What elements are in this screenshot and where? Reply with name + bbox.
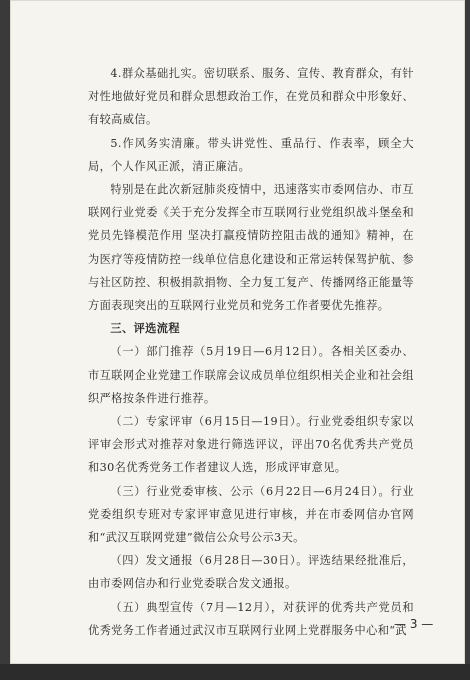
step-4: （四）发文通报（6月28日—30日）。评选结果经批准后，由市委网信办和行业党委联合发文通报。 (88, 554, 414, 591)
paragraph-4: 4.群众基础扎实。密切联系、服务、宣传、教育群众，有针对性地做好党员和群众思想政治工作，在党员和群众中形象好、有较高威信。 (88, 67, 414, 127)
paragraph-5: 5.作风务实清廉。带头讲党性、重品行、作表率，顾全大局，个人作风正派，清正廉洁。 (88, 136, 414, 173)
document-body (88, 62, 414, 642)
page-number: — 3 — (394, 617, 434, 631)
step-5: （五）典型宣传（7月—12月），对获评的优秀共产党员和优秀党务工作者通过武汉市互联网行业网上党群服务中心和“武 (88, 600, 414, 637)
section-heading: 三、评选流程 (110, 322, 180, 336)
document-page (10, 0, 465, 664)
step-3: （三）行业党委审核、公示（6月22日—6月24日）。行业党委组织专班对专家评审意见进行审核，并在市委网信办官网和“武汉互联网党建”微信公众号公示3天。 (88, 484, 414, 545)
step-2: （二）专家评审（6月15日—19日）。行业党委组织专家以评审会形式对推荐对象进行筛选评议，评出70名优秀共产党员和30名优秀党务工作者建议人选，形成评审意见。 (88, 415, 414, 475)
scan-edge (0, 664, 470, 680)
step-1: （一）部门推荐（5月19日—6月12日）。各相关区委办、市互联网企业党建工作联席会议成员单位组织相关企业和社会组织严格按条件进行推荐。 (88, 345, 414, 405)
paragraph-special: 特别是在此次新冠肺炎疫情中，迅速落实市委网信办、市互联网行业党委《关于充分发挥全市互联网行业党组织战斗堡垒和党员先锋模范作用 坚决打赢疫情防控阻击战的通知》精神，在为医疗等疫情防控一线单位信息化建设和正常运转保驾护航、参与社区防控、积极捐款捐物、全力复工复产、传播网络正能量等方面表现突出的互联网行业党员和党务工作者要优先推荐。 (88, 183, 414, 313)
